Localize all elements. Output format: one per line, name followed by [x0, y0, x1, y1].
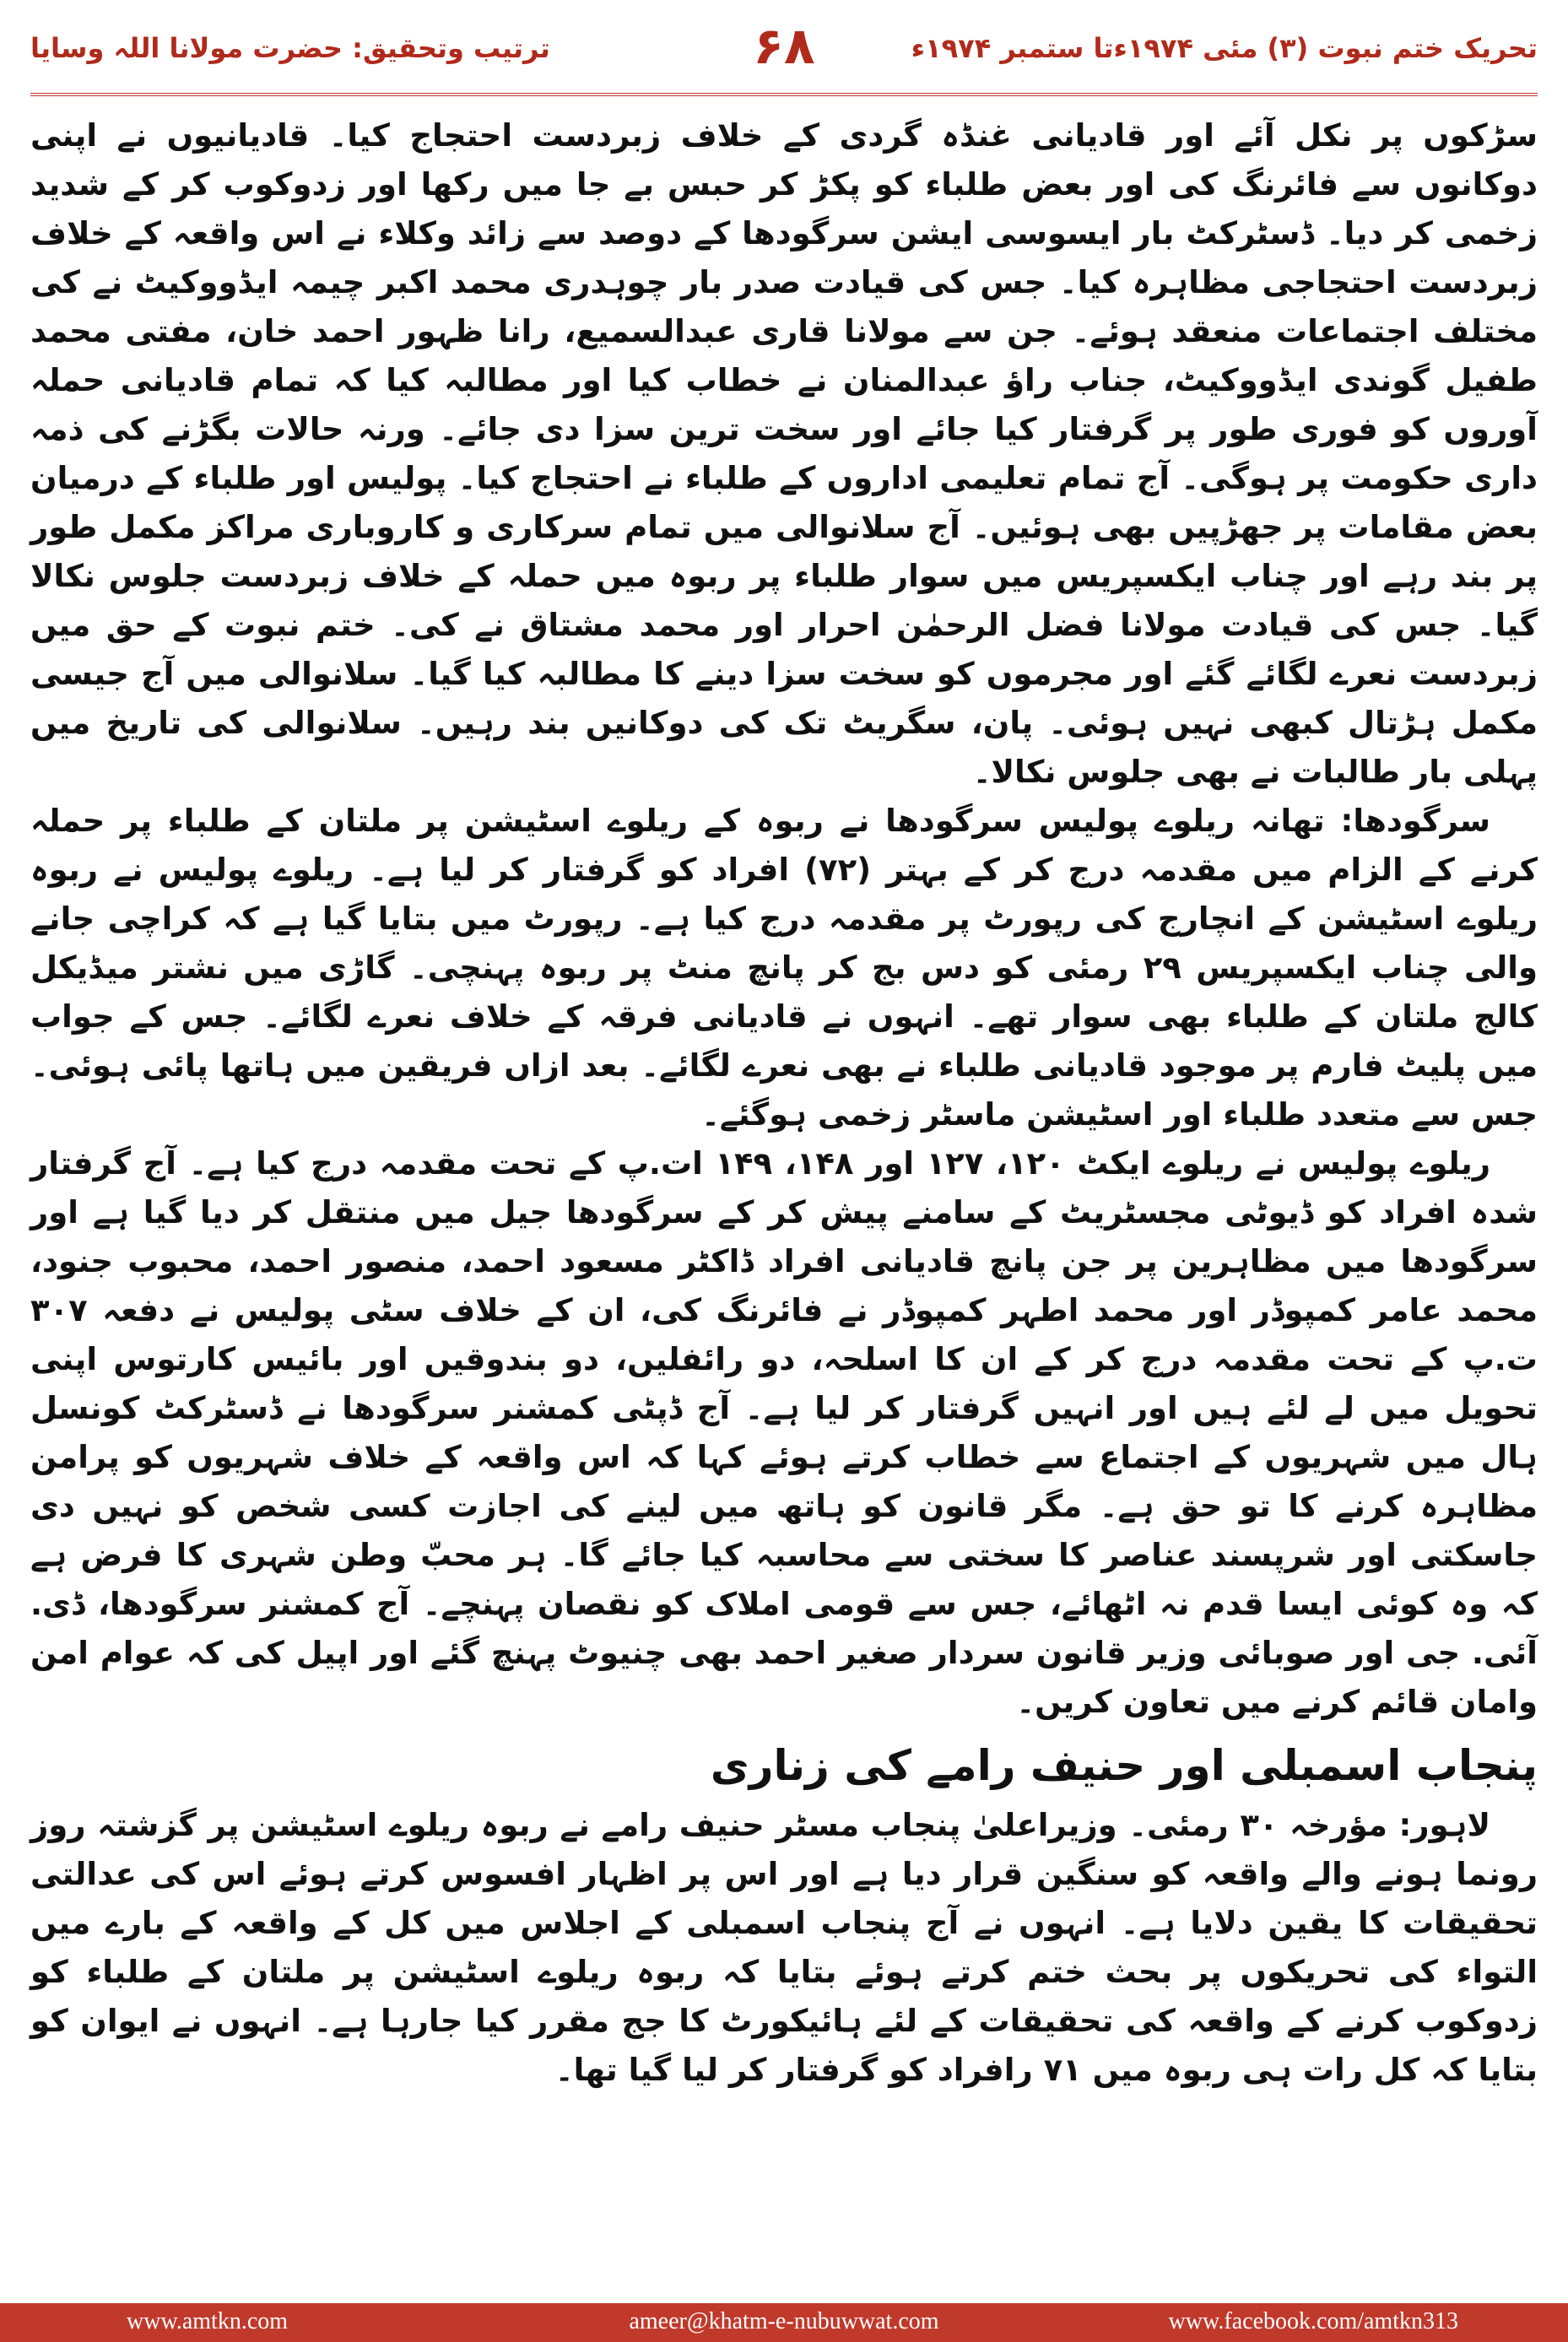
- page-number: ۶۸: [753, 17, 815, 76]
- facebook-link[interactable]: www.facebook.com/amtkn313: [1168, 2308, 1458, 2334]
- section-heading: پنجاب اسمبلی اور حنیف رامے کی زناری: [710, 1741, 1538, 1790]
- website-link[interactable]: www.amtkn.com: [127, 2308, 289, 2334]
- page-header: [30, 15, 1538, 96]
- page-footer: [0, 2303, 1568, 2342]
- compiler-credit: ترتیب وتحقیق: حضرت مولانا اللہ وسایا: [30, 32, 550, 64]
- paragraph-3: ریلوے پولیس نے ریلوے ایکٹ ۱۲۰، ۱۲۷ اور ۱۴۸، ۱۴۹ ات.پ کے تحت مقدمہ درج کیا ہے۔ آج گرفتار شدہ افراد کو ڈیوٹی مجسٹریٹ کے سامنے پیش کر کے سرگودھا جیل میں منتقل کر دیا گیا ہے اور سرگودھا میں مظاہرین پر جن پانچ قادیانی افراد ڈاکٹر مسعود احمد، منصور احمد، محبوب جنود، محمد عامر کمپوڈر اور محمد اطہر کمپوڈر نے فائرنگ کی، ان کے خلاف سٹی پولیس نے دفعہ ۳۰۷ ت.پ کے تحت مقدمہ درج کر کے ان کا اسلحہ، دو رائفلیں، دو بندوقیں اور بائیس کارتوس اپنی تحویل میں لے لئے ہیں اور انہیں گرفتار کر لیا ہے۔ آج ڈپٹی کمشنر سرگودھا نے ڈسٹرکٹ کونسل ہال میں شہریوں کے اجتماع سے خطاب کرتے ہوئے کہا کہ اس واقعہ کے خلاف شہریوں کو پرامن مظاہرہ کرنے کا تو حق ہے۔ مگر قانون کو ہاتھ میں لینے کی اجازت کسی شخص کو نہیں دی جاسکتی اور شرپسند عناصر کا سختی سے محاسبہ کیا جائے گا۔ ہر محبّ وطن شہری کا فرض ہے کہ وہ کوئی ایسا قدم نہ اٹھائے، جس سے قومی املاک کو نقصان پہنچے۔ آج کمشنر سرگودھا، ڈی. آئی. جی اور صوبائی وزیر قانون سردار صغیر احمد بھی چنیوٹ پہنچ گئے اور اپیل کی کہ عوام امن وامان قائم کرنے میں تعاون کریں۔: [30, 1145, 1538, 1720]
- paragraph-2: سرگودھا: تھانہ ریلوے پولیس سرگودھا نے ربوہ کے ریلوے اسٹیشن پر ملتان کے طلباء پر حملہ کرنے کے الزام میں مقدمہ درج کر کے بہتر (۷۲) افراد کو گرفتار کر لیا ہے۔ ریلوے پولیس نے ربوہ ریلوے اسٹیشن کے انچارج کی رپورٹ پر مقدمہ درج کیا ہے۔ رپورٹ میں بتایا گیا ہے کہ کراچی جانے والی چناب ایکسپریس ۲۹ رمئی کو دس بج کر پانچ منٹ پر ربوہ پہنچی۔ گاڑی میں نشتر میڈیکل کالج ملتان کے طلباء بھی سوار تھے۔ انہوں نے قادیانی فرقہ کے خلاف نعرے لگائے۔ جس کے جواب میں پلیٹ فارم پر موجود قادیانی طلباء نے بھی نعرے لگائے۔ بعد ازاں فریقین میں ہاتھا پائی ہوئی۔ جس سے متعدد طلباء اور اسٹیشن ماسٹر زخمی ہوگئے۔: [30, 803, 1538, 1133]
- paragraph-1: سڑکوں پر نکل آئے اور قادیانی غنڈہ گردی کے خلاف زبردست احتجاج کیا۔ قادیانیوں نے اپنی دوکانوں سے فائرنگ کی اور بعض طلباء کو پکڑ کر حبس بے جا میں رکھا اور زدوکوب کر کے شدید زخمی کر دیا۔ ڈسٹرکٹ بار ایسوسی ایشن سرگودھا کے دوصد سے زائد وکلاء نے اس واقعہ کے خلاف زبردست احتجاجی مظاہرہ کیا۔ جس کی قیادت صدر بار چوہدری محمد اکبر چیمہ ایڈووکیٹ نے کی مختلف اجتماعات منعقد ہوئے۔ جن سے مولانا قاری عبدالسمیع، رانا ظہور احمد خان، مفتی محمد طفیل گوندی ایڈووکیٹ، جناب راؤ عبدالمنان نے خطاب کیا اور مطالبہ کیا کہ تمام قادیانی حملہ آوروں کو فوری طور پر گرفتار کیا جائے اور سخت ترین سزا دی جائے۔ ورنہ حالات بگڑنے کی ذمہ داری حکومت پر ہوگی۔ آج تمام تعلیمی اداروں کے طلباء نے احتجاج کیا۔ پولیس اور طلباء کے درمیان بعض مقامات پر جھڑپیں بھی ہوئیں۔ آج سلانوالی میں تمام سرکاری و کاروباری مراکز مکمل طور پر بند رہے اور چناب ایکسپریس میں سوار طلباء پر ربوہ میں حملہ کے خلاف زبردست جلوس نکالا گیا۔ جس کی قیادت مولانا فضل الرحمٰن احرار اور محمد مشتاق نے کی۔ ختم نبوت کے حق میں زبردست نعرے لگائے گئے اور مجرموں کو سخت سزا دینے کا مطالبہ کیا گیا۔ سلانوالی میں آج جیسی مکمل ہڑتال کبھی نہیں ہوئی۔ پان، سگریٹ تک کی دوکانیں بند رہیں۔ سلانوالی کی تاریخ میں پہلی بار طالبات نے بھی جلوس نکالا۔: [30, 117, 1538, 790]
- paragraph-4: لاہور: مؤرخہ ۳۰ رمئی۔ وزیراعلیٰ پنجاب مسٹر حنیف رامے نے ربوہ ریلوے اسٹیشن پر گزشتہ روز رونما ہونے والے واقعہ کو سنگین قرار دیا ہے اور اس پر اظہار افسوس کرتے ہوئے اس کی عدالتی تحقیقات کا یقین دلایا ہے۔ انہوں نے آج پنجاب اسمبلی کے اجلاس میں کل کے واقعہ کے بارے میں التواء کی تحریکوں پر بحث ختم کرتے ہوئے بتایا کہ ربوہ ریلوے اسٹیشن پر ملتان کے طلباء کو زدوکوب کرنے کے واقعہ کی تحقیقات کے لئے ہائیکورٹ کا جج مقرر کیا جارہا ہے۔ انہوں نے ایوان کو بتایا کہ کل رات ہی ربوہ میں ۷۱ رافراد کو گرفتار کر لیا گیا تھا۔: [30, 1807, 1538, 2088]
- email-link[interactable]: ameer@khatm-e-nubuwwat.com: [629, 2308, 939, 2334]
- book-title: تحریک ختم نبوت (۳) مئی ۱۹۷۴ءتا ستمبر ۱۹۷۴ء: [911, 32, 1538, 64]
- article-body: [30, 111, 1538, 2095]
